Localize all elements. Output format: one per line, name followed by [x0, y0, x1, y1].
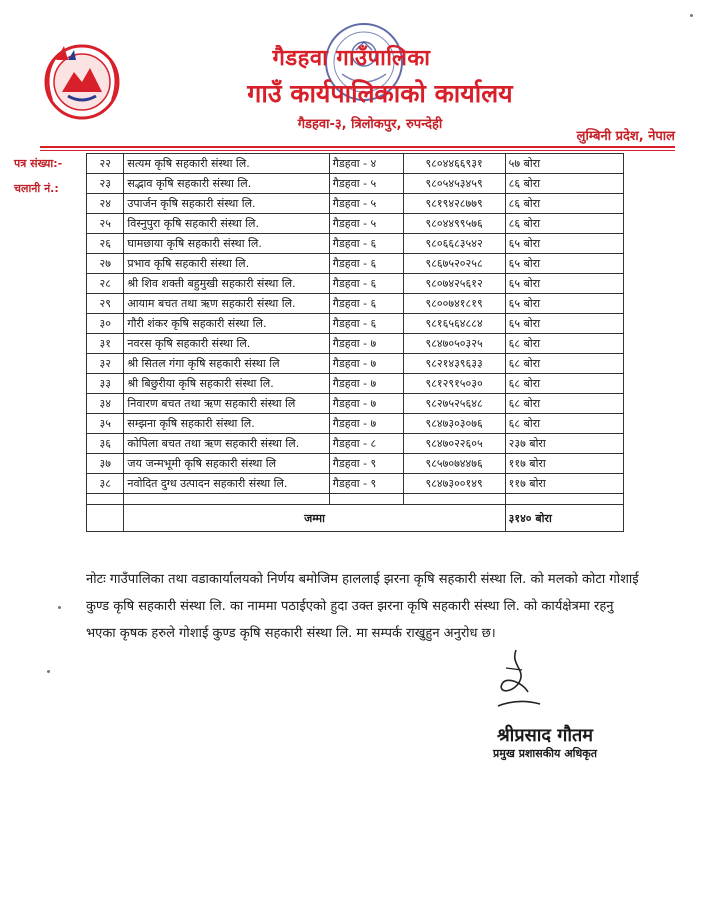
table-row [87, 354, 624, 374]
speck [47, 670, 50, 673]
row-serial: ३३ [87, 374, 124, 394]
row-serial: २८ [87, 274, 124, 294]
row-cooperative-name: नवोदित दुग्ध उत्पादन सहकारी संस्था लि. [124, 474, 329, 494]
row-phone: ९८१९४२८७७९ [403, 194, 505, 214]
dispatch-number-label: चलानी नं.: [14, 182, 59, 195]
row-serial: २५ [87, 214, 124, 234]
row-cooperative-name: श्री बिछुरीया कृषि सहकारी संस्था लि. [124, 374, 329, 394]
municipality-name: गैडहवा गाउँपालिका [272, 46, 431, 71]
letter-number-label: पत्र संख्या:- [14, 157, 63, 170]
table-row [87, 334, 624, 354]
table-total-row [87, 505, 624, 532]
table-row [87, 294, 624, 314]
table-row [87, 474, 624, 494]
row-cooperative-name: श्री सितल गंगा कृषि सहकारी संस्था लि [124, 354, 329, 374]
speck [690, 14, 693, 17]
row-cooperative-name: सम्झना कृषि सहकारी संस्था लि. [124, 414, 329, 434]
row-quantity: ६८ बोरा [505, 354, 623, 374]
row-quantity: ६५ बोरा [505, 294, 623, 314]
row-ward: गैडहवा - ७ [329, 354, 403, 374]
row-phone: ९८५७०७४४७६ [403, 454, 505, 474]
total-quantity: ३१४० बोरा [505, 505, 623, 532]
row-quantity: ११७ बोरा [505, 474, 623, 494]
header-divider-thin [40, 150, 675, 151]
row-phone: ९८०४४९९५७६ [403, 214, 505, 234]
table-row [87, 274, 624, 294]
row-serial: ३५ [87, 414, 124, 434]
row-ward: गैडहवा - ६ [329, 274, 403, 294]
header-divider [40, 146, 675, 148]
row-phone: ९८४७०२२६०५ [403, 434, 505, 454]
table-row [87, 214, 624, 234]
office-address: गैडहवा-३, त्रिलोकपुर, रुपन्देही [297, 117, 443, 132]
row-cooperative-name: आयाम बचत तथा ऋण सहकारी संस्था लि. [124, 294, 329, 314]
row-ward: गैडहवा - ८ [329, 434, 403, 454]
row-ward: गैडहवा - ५ [329, 174, 403, 194]
row-ward: गैडहवा - ७ [329, 414, 403, 434]
table-row [87, 154, 624, 174]
table-row [87, 194, 624, 214]
table-row [87, 254, 624, 274]
row-phone: ९८२७५२५६४८ [403, 394, 505, 414]
row-quantity: ६८ बोरा [505, 334, 623, 354]
row-cooperative-name: श्री शिव शक्ती बहुमुखी सहकारी संस्था लि. [124, 274, 329, 294]
table-row [87, 414, 624, 434]
row-phone: ९८४७३००१४९ [403, 474, 505, 494]
table-spacer-row [87, 494, 624, 505]
row-phone: ९८६७५२०२५८ [403, 254, 505, 274]
row-phone: ९८१२९१५०३० [403, 374, 505, 394]
signature-mark-icon [488, 648, 548, 714]
province-label: लुम्बिनी प्रदेश, नेपाल [576, 129, 675, 144]
table-row [87, 314, 624, 334]
total-label: जम्मा [124, 505, 505, 532]
row-serial: ३१ [87, 334, 124, 354]
row-ward: गैडहवा - ९ [329, 474, 403, 494]
row-cooperative-name: जय जन्मभूमी कृषि सहकारी संस्था लि [124, 454, 329, 474]
row-quantity: ६८ बोरा [505, 414, 623, 434]
row-phone: ९८०४४६६९३१ [403, 154, 505, 174]
speck [58, 606, 61, 609]
row-quantity: ६५ बोरा [505, 274, 623, 294]
row-cooperative-name: नवरस कृषि सहकारी संस्था लि. [124, 334, 329, 354]
row-quantity: ६८ बोरा [505, 394, 623, 414]
row-ward: गैडहवा - ६ [329, 314, 403, 334]
row-quantity: ६५ बोरा [505, 314, 623, 334]
row-quantity: २३७ बोरा [505, 434, 623, 454]
row-serial: २६ [87, 234, 124, 254]
row-cooperative-name: गौरी शंकर कृषि सहकारी संस्था लि. [124, 314, 329, 334]
table-row [87, 374, 624, 394]
row-quantity: ११७ बोरा [505, 454, 623, 474]
row-quantity: ६८ बोरा [505, 374, 623, 394]
notice-text: नोटः गाउँपालिका तथा वडाकार्यालयको निर्णय बमोजिम हाललाई झरना कृषि सहकारी संस्था लि. को मलको कोटा गोशाई कुण्ड कृषि सहकारी संस्था लि. का नाममा पठाईएको हुदा उक्त झरना कृषि सहकारी संस्था लि. को कार्यक्षेत्रमा रहनु भएका कृषक हरुले गोशाई कुण्ड कृषि सहकारी संस्था लि. मा सम्पर्क राखुहुन अनुरोध छ। [86, 572, 639, 641]
row-quantity: ८६ बोरा [505, 214, 623, 234]
row-ward: गैडहवा - ७ [329, 394, 403, 414]
row-serial: ३० [87, 314, 124, 334]
table-row [87, 394, 624, 414]
row-quantity: ६५ बोरा [505, 254, 623, 274]
row-quantity: ६५ बोरा [505, 234, 623, 254]
row-ward: गैडहवा - ९ [329, 454, 403, 474]
row-quantity: ८६ बोरा [505, 194, 623, 214]
row-cooperative-name: सद्भाव कृषि सहकारी संस्था लि. [124, 174, 329, 194]
row-serial: २९ [87, 294, 124, 314]
row-cooperative-name: उपार्जन कृषि सहकारी संस्था लि. [124, 194, 329, 214]
cooperative-allocation-table [86, 153, 624, 532]
row-serial: ३४ [87, 394, 124, 414]
row-serial: २७ [87, 254, 124, 274]
row-serial: ३६ [87, 434, 124, 454]
row-quantity: ८६ बोरा [505, 174, 623, 194]
row-ward: गैडहवा - ४ [329, 154, 403, 174]
row-phone: ९८१६५६४८८४ [403, 314, 505, 334]
row-serial: ३७ [87, 454, 124, 474]
table-row [87, 234, 624, 254]
row-serial: ३८ [87, 474, 124, 494]
row-ward: गैडहवा - ५ [329, 214, 403, 234]
row-serial: २४ [87, 194, 124, 214]
row-ward: गैडहवा - ६ [329, 254, 403, 274]
office-name: गाउँ कार्यपालिकाको कार्यालय [247, 79, 513, 108]
row-cooperative-name: कोपिला बचत तथा ऋण सहकारी संस्था लि. [124, 434, 329, 454]
row-phone: ९८०६६८३५४२ [403, 234, 505, 254]
row-cooperative-name: घामछाया कृषि सहकारी संस्था लि. [124, 234, 329, 254]
row-ward: गैडहवा - ५ [329, 194, 403, 214]
row-phone: ९८०७४२५६१२ [403, 274, 505, 294]
signatory-designation: प्रमुख प्रशासकीय अधिकृत [493, 747, 597, 760]
row-phone: ९८२१४३९६३३ [403, 354, 505, 374]
table-row [87, 454, 624, 474]
row-phone: ९८०५४५३४५९ [403, 174, 505, 194]
row-phone: ९८००७४१८१९ [403, 294, 505, 314]
row-serial: ३२ [87, 354, 124, 374]
row-ward: गैडहवा - ६ [329, 294, 403, 314]
row-cooperative-name: विस्नुपुरा कृषि सहकारी संस्था लि. [124, 214, 329, 234]
row-cooperative-name: निवारण बचत तथा ऋण सहकारी संस्था लि [124, 394, 329, 414]
table-row [87, 434, 624, 454]
row-ward: गैडहवा - ७ [329, 374, 403, 394]
table-row [87, 174, 624, 194]
signatory-name: श्रीप्रसाद गौतम [496, 725, 594, 746]
row-serial: २३ [87, 174, 124, 194]
row-quantity: ५७ बोरा [505, 154, 623, 174]
row-ward: गैडहवा - ७ [329, 334, 403, 354]
row-phone: ९८४७०५०३२५ [403, 334, 505, 354]
row-phone: ९८४७३०३०७६ [403, 414, 505, 434]
row-ward: गैडहवा - ६ [329, 234, 403, 254]
row-serial: २२ [87, 154, 124, 174]
row-cooperative-name: प्रभाव कृषि सहकारी संस्था लि. [124, 254, 329, 274]
row-cooperative-name: सत्यम कृषि सहकारी संस्था लि. [124, 154, 329, 174]
